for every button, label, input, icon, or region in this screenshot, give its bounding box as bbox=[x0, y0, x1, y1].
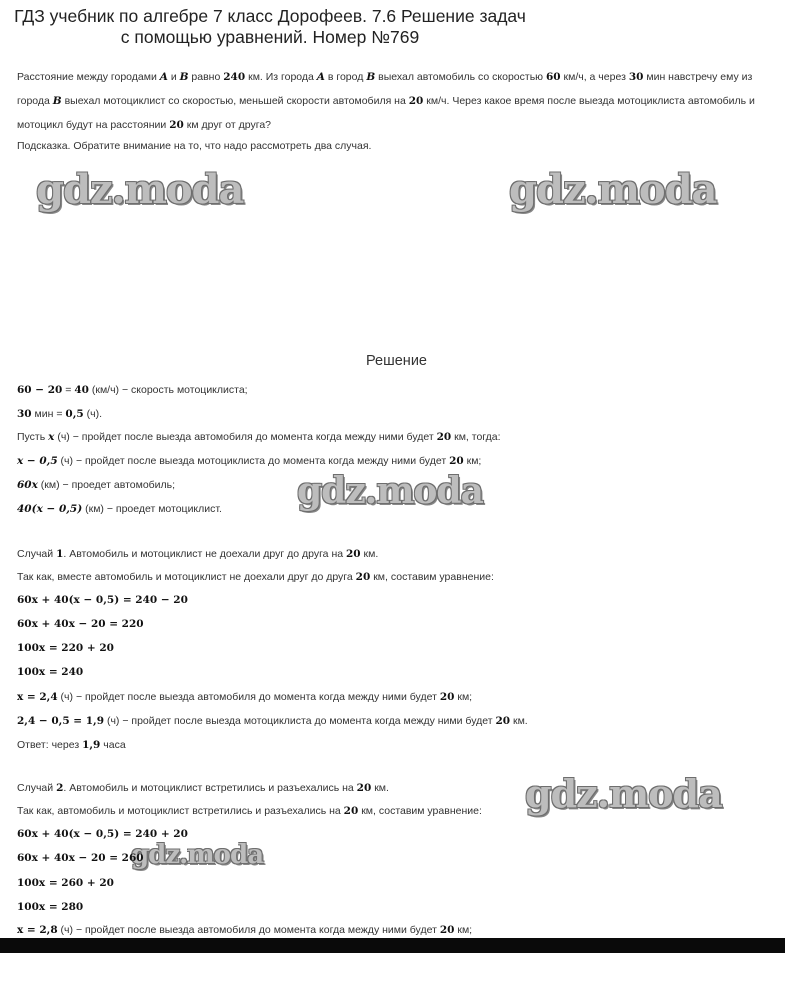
math-expr: x = 2,4 bbox=[17, 691, 58, 703]
page-title-line-2: с помощью уравнений. Номер №769 bbox=[120, 27, 420, 47]
solution-line bbox=[17, 924, 472, 936]
math-number: 20 bbox=[495, 715, 511, 727]
problem-text: выехал мотоциклист со скоростью, меньшей скорости автомобиля на bbox=[64, 95, 406, 107]
math-number: 1,9 bbox=[82, 739, 101, 751]
solution-text: (км/ч) − скорость мотоциклиста; bbox=[88, 384, 248, 396]
math-number: 20 bbox=[169, 119, 184, 131]
solution-text: Пусть bbox=[17, 431, 49, 443]
math-number: 240 bbox=[223, 71, 246, 83]
problem-text: мин навстречу ему bbox=[646, 71, 739, 83]
watermark-logo: gdz.moda bbox=[525, 771, 722, 816]
case-2-heading bbox=[17, 782, 389, 794]
equation-line: 100x = 280 bbox=[17, 901, 84, 913]
math-expr: x = 2,8 bbox=[17, 924, 58, 936]
math-number: 20 bbox=[355, 571, 371, 583]
watermark-logo: gdz.moda bbox=[297, 470, 483, 512]
solution-text: км. bbox=[371, 782, 389, 794]
solution-text: часа bbox=[100, 739, 126, 751]
solution-text: Так как, автомобиль и мотоциклист встретились и разъехались на bbox=[17, 805, 344, 817]
math-number: 20 bbox=[439, 691, 455, 703]
math-expr: 60 − 20 bbox=[17, 384, 63, 396]
problem-text: Расстояние между городами bbox=[17, 71, 157, 83]
case-1-answer bbox=[17, 739, 126, 751]
solution-text: (ч) − пройдет после выезда автомобиля до момента когда между ними будет bbox=[57, 924, 440, 936]
equation-line: 60x + 40(x − 0,5) = 240 + 20 bbox=[17, 828, 188, 840]
equation-line: 100x = 260 + 20 bbox=[17, 877, 114, 889]
solution-text: км. bbox=[510, 715, 528, 727]
solution-text: Ответ: через bbox=[17, 739, 83, 751]
math-number: 20 bbox=[356, 782, 372, 794]
solution-text: км. bbox=[360, 548, 379, 560]
case-2-intro bbox=[17, 805, 482, 817]
solution-text: км, составим уравнение: bbox=[370, 571, 494, 583]
solution-text: км; bbox=[454, 691, 473, 703]
bottom-blank-area bbox=[0, 953, 785, 988]
math-number: 20 bbox=[436, 431, 452, 443]
problem-text: выехал автомобиль со скоростью bbox=[378, 71, 544, 83]
solution-line bbox=[17, 431, 501, 443]
math-number: 2 bbox=[56, 782, 64, 794]
math-number: 0,5 bbox=[65, 408, 84, 420]
equation-line: 60x + 40x − 20 = 220 bbox=[17, 618, 144, 630]
math-expr: 2,4 − 0,5 = 1,9 bbox=[17, 715, 105, 727]
solution-text: Так как, вместе автомобиль и мотоциклист не доехали друг до друга bbox=[17, 571, 356, 583]
page-title-line-1: ГДЗ учебник по алгебре 7 класс Дорофеев. 7.6 Решение задач bbox=[14, 6, 526, 26]
math-number: 20 bbox=[343, 805, 359, 817]
equation-line: 60x + 40(x − 0,5) = 240 − 20 bbox=[17, 594, 188, 606]
math-var: B bbox=[179, 71, 189, 83]
solution-line bbox=[17, 455, 481, 467]
math-number: 20 bbox=[408, 95, 424, 107]
solution-text: . Автомобиль и мотоциклист не доехали друг до друга на bbox=[63, 548, 346, 560]
watermark-logo: gdz.moda bbox=[509, 166, 717, 213]
problem-text: равно bbox=[191, 71, 221, 83]
solution-text: (ч) − пройдет после выезда мотоциклиста до момента когда между ними будет bbox=[57, 455, 450, 467]
problem-text: км. Из города bbox=[248, 71, 314, 83]
bottom-black-bar bbox=[0, 938, 785, 953]
math-number: 40 bbox=[74, 384, 89, 396]
solution-text: (ч) − пройдет после выезда мотоциклиста до момента когда между ними будет bbox=[104, 715, 496, 727]
solution-line bbox=[17, 408, 102, 420]
math-var: A bbox=[159, 71, 168, 83]
math-number: 1 bbox=[56, 548, 64, 560]
watermark-logo: gdz.moda bbox=[131, 840, 264, 870]
math-number: 20 bbox=[439, 924, 455, 936]
math-var: B bbox=[52, 95, 62, 107]
problem-text: и bbox=[170, 71, 177, 83]
math-expr: x − 0,5 bbox=[17, 455, 58, 467]
case-1-heading bbox=[17, 548, 378, 560]
problem-text: км/ч. Через какое время после выезда мотоциклиста bbox=[426, 95, 685, 107]
solution-line bbox=[17, 479, 175, 491]
solution-heading: Решение bbox=[366, 353, 427, 369]
solution-text: (ч). bbox=[83, 408, 102, 420]
math-number: 20 bbox=[346, 548, 361, 560]
solution-text: . Автомобиль и мотоциклист встретились и разъехались на bbox=[63, 782, 357, 794]
solution-text: (км) − проедет мотоциклист. bbox=[82, 503, 222, 515]
watermark-logo: gdz.moda bbox=[36, 166, 244, 213]
problem-text: в город bbox=[327, 71, 364, 83]
math-var: B bbox=[366, 71, 376, 83]
solution-line bbox=[17, 503, 222, 515]
problem-text: км друг от друга? bbox=[186, 119, 272, 131]
math-number: 30 bbox=[17, 408, 32, 420]
solution-text: Случай bbox=[17, 548, 57, 560]
solution-text: (ч) − пройдет после выезда автомобиля до момента когда между ними будет bbox=[54, 431, 437, 443]
problem-hint: Подсказка. Обратите внимание на то, что надо рассмотреть два случая. bbox=[17, 140, 372, 152]
solution-text: км; bbox=[463, 455, 482, 467]
solution-line bbox=[17, 384, 248, 396]
problem-statement bbox=[17, 65, 777, 137]
solution-line bbox=[17, 691, 472, 703]
solution-text: = bbox=[62, 384, 75, 396]
page-title bbox=[0, 6, 540, 48]
math-number: 20 bbox=[449, 455, 464, 467]
equation-line: 100x = 220 + 20 bbox=[17, 642, 114, 654]
math-var: x bbox=[48, 431, 55, 443]
problem-text: км/ч, а через bbox=[563, 71, 626, 83]
solution-text: мин = bbox=[31, 408, 66, 420]
case-1-intro bbox=[17, 571, 494, 583]
solution-text: км, составим уравнение: bbox=[358, 805, 482, 817]
solution-line bbox=[17, 715, 528, 727]
solution-text: Случай bbox=[17, 782, 57, 794]
math-var: A bbox=[316, 71, 325, 83]
equation-line: 100x = 240 bbox=[17, 666, 84, 678]
math-number: 60 bbox=[545, 71, 561, 83]
solution-text: км, тогда: bbox=[451, 431, 501, 443]
math-expr: 40(x − 0,5) bbox=[17, 503, 83, 515]
problem-text: автомобиль и мотоцикл будут на расстоянии bbox=[17, 95, 755, 131]
solution-text: (ч) − пройдет после выезда автомобиля до момента когда между ними будет bbox=[57, 691, 440, 703]
solution-text: км; bbox=[454, 924, 473, 936]
math-number: 30 bbox=[628, 71, 644, 83]
problem-text: из города bbox=[17, 71, 753, 107]
equation-line: 60x + 40x − 20 = 260 bbox=[17, 852, 144, 864]
math-expr: 60x bbox=[17, 479, 38, 491]
solution-text: (км) − проедет автомобиль; bbox=[37, 479, 176, 491]
